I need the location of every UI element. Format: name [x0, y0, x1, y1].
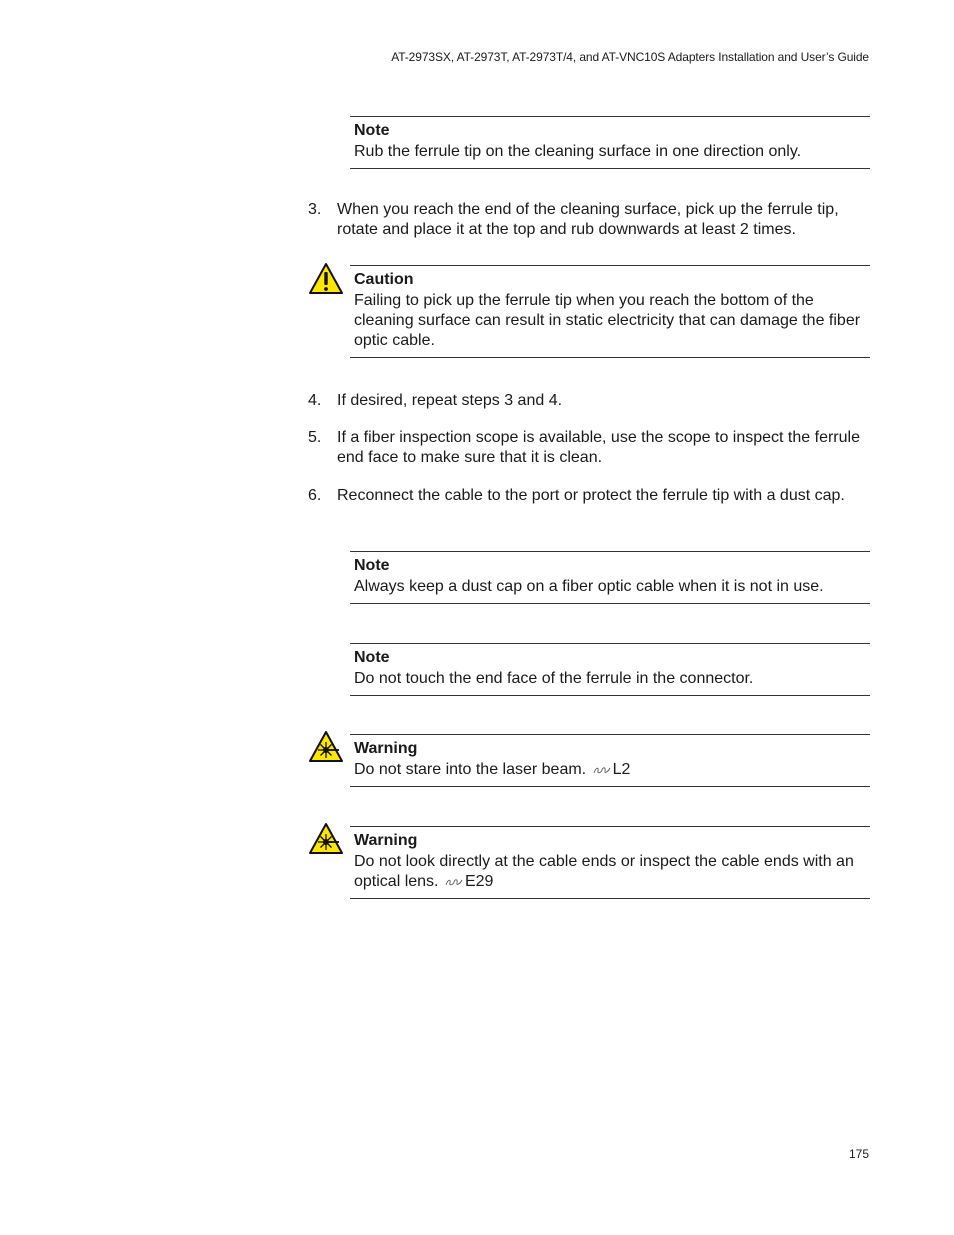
step-number: 5.: [308, 429, 322, 446]
note-box-end-face: [350, 643, 870, 696]
step-text: If desired, repeat steps 3 and 4.: [337, 392, 563, 409]
note-box-ferrule-direction: [350, 116, 870, 169]
translation-reference-icon: [593, 765, 611, 775]
note-body: Do not touch the end face of the ferrule in the connector.: [354, 670, 754, 687]
warning-box-cable-ends: [350, 826, 870, 899]
step-text: Reconnect the cable to the port or protect the ferrule tip with a dust cap.: [337, 487, 845, 504]
caution-box-static: [350, 265, 870, 358]
step-number: 3.: [308, 201, 322, 218]
laser-warning-icon: [308, 822, 344, 856]
warning-body: Do not stare into the laser beam.: [354, 761, 587, 778]
translation-reference-icon: [445, 877, 463, 887]
step-number: 4.: [308, 392, 322, 409]
caution-body: Failing to pick up the ferrule tip when you reach the bottom of the cleaning surface can result in static electricity that can damage the fiber optic cable.: [354, 292, 861, 349]
warning-ref-code: L2: [612, 761, 631, 778]
page-number: 175: [848, 1147, 869, 1161]
warning-title: Warning: [354, 740, 418, 757]
note-title: Note: [354, 557, 390, 574]
note-body: Always keep a dust cap on a fiber optic cable when it is not in use.: [354, 578, 824, 595]
warning-body: Do not look directly at the cable ends or inspect the cable ends with an optical lens.: [354, 853, 854, 890]
laser-warning-icon: [308, 730, 344, 764]
note-body: Rub the ferrule tip on the cleaning surface in one direction only.: [354, 143, 802, 160]
note-box-dust-cap: [350, 551, 870, 604]
step-text: When you reach the end of the cleaning surface, pick up the ferrule tip, rotate and place it at the top and rub downwards at least 2 times.: [337, 201, 839, 238]
note-title: Note: [354, 649, 390, 666]
warning-ref-code: E29: [464, 873, 494, 890]
warning-body-line: [354, 852, 870, 892]
running-header: AT-2973SX, AT-2973T, AT-2973T/4, and AT-VNC10S Adapters Installation and User’s Guide: [391, 50, 869, 64]
caution-title: Caution: [354, 271, 414, 288]
step-number: 6.: [308, 487, 322, 504]
warning-box-laser-beam: [350, 734, 870, 787]
warning-title: Warning: [354, 832, 418, 849]
warning-body-line: [354, 760, 870, 780]
step-text: If a fiber inspection scope is available, use the scope to inspect the ferrule end face to make sure that it is clean.: [337, 429, 860, 466]
caution-triangle-icon: [308, 262, 344, 296]
note-title: Note: [354, 122, 390, 139]
